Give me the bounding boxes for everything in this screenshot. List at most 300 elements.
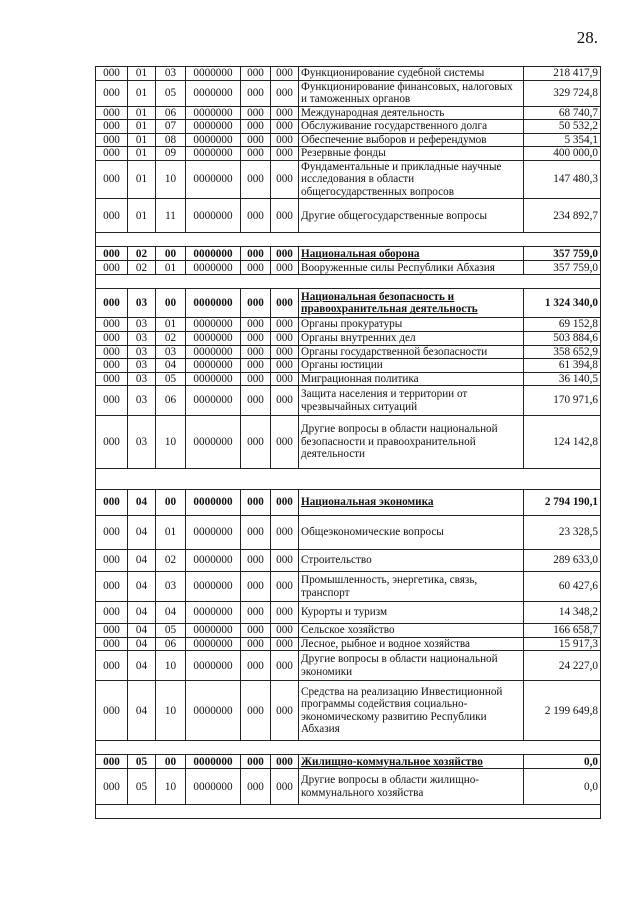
code-target: 0000000 bbox=[186, 199, 241, 233]
code-article: 000 bbox=[271, 133, 299, 147]
code-subsection: 06 bbox=[156, 106, 186, 120]
item-name bbox=[299, 516, 524, 550]
item-name-text: Органы внутренних дел bbox=[301, 332, 416, 345]
code-subsection: 10 bbox=[156, 160, 186, 199]
code-section: 03 bbox=[128, 372, 156, 386]
code-gov: 000 bbox=[96, 490, 128, 516]
spacer-cell bbox=[96, 741, 601, 755]
code-type: 000 bbox=[241, 147, 271, 161]
item-amount: 69 152,8 bbox=[524, 318, 601, 332]
code-type: 000 bbox=[241, 359, 271, 373]
code-gov: 000 bbox=[96, 681, 128, 741]
item-name bbox=[299, 345, 524, 359]
code-section: 04 bbox=[128, 516, 156, 550]
table-row bbox=[96, 160, 601, 199]
item-name-text: Вооруженные силы Республики Абхазия bbox=[301, 261, 495, 274]
code-type: 000 bbox=[241, 516, 271, 550]
item-name-text: Защита населения и территории от чрезвычайных ситуаций bbox=[301, 388, 468, 413]
code-subsection: 10 bbox=[156, 416, 186, 469]
item-amount: 61 394,8 bbox=[524, 359, 601, 373]
item-amount: 329 724,8 bbox=[524, 80, 601, 106]
code-target: 0000000 bbox=[186, 602, 241, 624]
code-gov: 000 bbox=[96, 332, 128, 346]
table-row bbox=[96, 359, 601, 373]
item-name-text: Миграционная политика bbox=[301, 372, 419, 385]
code-subsection: 05 bbox=[156, 80, 186, 106]
code-type: 000 bbox=[241, 602, 271, 624]
code-article: 000 bbox=[271, 490, 299, 516]
code-type: 000 bbox=[241, 133, 271, 147]
spacer-cell bbox=[96, 805, 601, 819]
code-section: 03 bbox=[128, 318, 156, 332]
code-section: 02 bbox=[128, 261, 156, 275]
code-subsection: 01 bbox=[156, 261, 186, 275]
item-name bbox=[299, 416, 524, 469]
code-subsection: 00 bbox=[156, 247, 186, 261]
item-amount: 358 652,9 bbox=[524, 345, 601, 359]
budget-table bbox=[95, 66, 601, 819]
code-section: 03 bbox=[128, 345, 156, 359]
code-article: 000 bbox=[271, 261, 299, 275]
item-amount: 166 658,7 bbox=[524, 624, 601, 638]
spacer-row bbox=[96, 275, 601, 289]
section-row bbox=[96, 247, 601, 261]
code-gov: 000 bbox=[96, 247, 128, 261]
item-name bbox=[299, 637, 524, 651]
code-section: 01 bbox=[128, 133, 156, 147]
table-row bbox=[96, 572, 601, 602]
item-name-text: Резервные фонды bbox=[301, 147, 386, 160]
item-name bbox=[299, 386, 524, 416]
table-row bbox=[96, 199, 601, 233]
item-name bbox=[299, 199, 524, 233]
spacer-row bbox=[96, 233, 601, 247]
code-type: 000 bbox=[241, 755, 271, 769]
spacer-row bbox=[96, 741, 601, 755]
code-target: 0000000 bbox=[186, 637, 241, 651]
code-subsection: 04 bbox=[156, 602, 186, 624]
code-section: 04 bbox=[128, 637, 156, 651]
code-type: 000 bbox=[241, 318, 271, 332]
item-amount: 36 140,5 bbox=[524, 372, 601, 386]
item-name bbox=[299, 247, 524, 261]
item-name-text: Лесное, рыбное и водное хозяйства bbox=[301, 637, 470, 650]
code-type: 000 bbox=[241, 769, 271, 805]
item-name-text: Сельское хозяйство bbox=[301, 624, 395, 637]
table-row bbox=[96, 550, 601, 572]
code-target: 0000000 bbox=[186, 67, 241, 81]
code-article: 000 bbox=[271, 637, 299, 651]
code-gov: 000 bbox=[96, 372, 128, 386]
table-row bbox=[96, 261, 601, 275]
code-section: 05 bbox=[128, 769, 156, 805]
code-article: 000 bbox=[271, 416, 299, 469]
item-amount: 50 532,2 bbox=[524, 120, 601, 134]
table-row bbox=[96, 106, 601, 120]
table-row bbox=[96, 681, 601, 741]
item-name-text: Национальная безопасность и правоохранительная деятельность bbox=[301, 290, 478, 316]
code-type: 000 bbox=[241, 651, 271, 681]
code-type: 000 bbox=[241, 247, 271, 261]
item-name bbox=[299, 651, 524, 681]
item-amount: 24 227,0 bbox=[524, 651, 601, 681]
item-name bbox=[299, 80, 524, 106]
item-name-text: Промышленность, энергетика, связь, транспорт bbox=[301, 574, 478, 599]
code-target: 0000000 bbox=[186, 247, 241, 261]
item-amount: 14 348,2 bbox=[524, 602, 601, 624]
item-amount: 0,0 bbox=[524, 755, 601, 769]
code-section: 01 bbox=[128, 199, 156, 233]
code-type: 000 bbox=[241, 261, 271, 275]
code-article: 000 bbox=[271, 755, 299, 769]
item-name-text: Органы прокуратуры bbox=[301, 318, 403, 331]
code-section: 01 bbox=[128, 67, 156, 81]
section-row bbox=[96, 755, 601, 769]
item-name-text: Курорты и туризм bbox=[301, 606, 388, 619]
item-name bbox=[299, 261, 524, 275]
table-row bbox=[96, 386, 601, 416]
code-section: 05 bbox=[128, 755, 156, 769]
code-subsection: 03 bbox=[156, 572, 186, 602]
item-name-text: Средства на реализацию Инвестиционной программы содействия социально-экономическому развитию Республики Абхазия bbox=[301, 685, 503, 736]
code-article: 000 bbox=[271, 769, 299, 805]
item-amount: 1 324 340,0 bbox=[524, 289, 601, 318]
item-name bbox=[299, 550, 524, 572]
code-target: 0000000 bbox=[186, 386, 241, 416]
item-name-text: Другие вопросы в области жилищно-коммунального хозяйства bbox=[301, 774, 480, 799]
code-target: 0000000 bbox=[186, 133, 241, 147]
code-article: 000 bbox=[271, 247, 299, 261]
item-name bbox=[299, 572, 524, 602]
item-amount: 357 759,0 bbox=[524, 261, 601, 275]
code-article: 000 bbox=[271, 359, 299, 373]
code-subsection: 10 bbox=[156, 769, 186, 805]
code-gov: 000 bbox=[96, 651, 128, 681]
code-article: 000 bbox=[271, 651, 299, 681]
code-article: 000 bbox=[271, 67, 299, 81]
table-row bbox=[96, 345, 601, 359]
code-type: 000 bbox=[241, 372, 271, 386]
code-subsection: 08 bbox=[156, 133, 186, 147]
table-row bbox=[96, 147, 601, 161]
code-gov: 000 bbox=[96, 516, 128, 550]
code-target: 0000000 bbox=[186, 490, 241, 516]
table-row bbox=[96, 67, 601, 81]
code-article: 000 bbox=[271, 602, 299, 624]
code-type: 000 bbox=[241, 490, 271, 516]
code-article: 000 bbox=[271, 372, 299, 386]
code-gov: 000 bbox=[96, 572, 128, 602]
code-section: 03 bbox=[128, 332, 156, 346]
item-name bbox=[299, 67, 524, 81]
code-target: 0000000 bbox=[186, 160, 241, 199]
item-amount: 124 142,8 bbox=[524, 416, 601, 469]
item-name-text: Обслуживание государственного долга bbox=[301, 120, 488, 133]
item-amount: 5 354,1 bbox=[524, 133, 601, 147]
table-row bbox=[96, 602, 601, 624]
item-amount: 218 417,9 bbox=[524, 67, 601, 81]
code-type: 000 bbox=[241, 120, 271, 134]
code-gov: 000 bbox=[96, 386, 128, 416]
code-article: 000 bbox=[271, 120, 299, 134]
code-subsection: 03 bbox=[156, 345, 186, 359]
code-type: 000 bbox=[241, 572, 271, 602]
item-name bbox=[299, 681, 524, 741]
spacer-row bbox=[96, 469, 601, 490]
code-target: 0000000 bbox=[186, 681, 241, 741]
item-name-text: Национальная экономика bbox=[301, 496, 434, 509]
code-subsection: 01 bbox=[156, 516, 186, 550]
code-section: 04 bbox=[128, 651, 156, 681]
item-amount: 2 794 190,1 bbox=[524, 490, 601, 516]
item-name-text: Функционирование финансовых, налоговых и таможенных органов bbox=[301, 80, 513, 106]
item-name bbox=[299, 490, 524, 516]
code-subsection: 02 bbox=[156, 550, 186, 572]
code-article: 000 bbox=[271, 681, 299, 741]
code-gov: 000 bbox=[96, 261, 128, 275]
budget-table-body bbox=[96, 67, 601, 819]
spacer-row bbox=[96, 805, 601, 819]
table-row bbox=[96, 637, 601, 651]
code-subsection: 01 bbox=[156, 318, 186, 332]
code-article: 000 bbox=[271, 147, 299, 161]
item-amount: 357 759,0 bbox=[524, 247, 601, 261]
item-name-text: Другие общегосударственные вопросы bbox=[301, 209, 488, 222]
code-subsection: 10 bbox=[156, 651, 186, 681]
code-section: 01 bbox=[128, 160, 156, 199]
table-row bbox=[96, 769, 601, 805]
code-gov: 000 bbox=[96, 120, 128, 134]
code-subsection: 00 bbox=[156, 289, 186, 318]
code-type: 000 bbox=[241, 345, 271, 359]
item-name-text: Другие вопросы в области национальной безопасности и правоохранительной деятельности bbox=[301, 423, 498, 461]
item-name-text: Органы юстиции bbox=[301, 359, 383, 372]
code-subsection: 11 bbox=[156, 199, 186, 233]
code-subsection: 07 bbox=[156, 120, 186, 134]
code-article: 000 bbox=[271, 199, 299, 233]
table-row bbox=[96, 372, 601, 386]
code-type: 000 bbox=[241, 106, 271, 120]
code-gov: 000 bbox=[96, 133, 128, 147]
code-subsection: 05 bbox=[156, 624, 186, 638]
section-row bbox=[96, 490, 601, 516]
item-amount: 503 884,6 bbox=[524, 332, 601, 346]
code-type: 000 bbox=[241, 80, 271, 106]
code-target: 0000000 bbox=[186, 345, 241, 359]
code-gov: 000 bbox=[96, 318, 128, 332]
code-gov: 000 bbox=[96, 80, 128, 106]
code-gov: 000 bbox=[96, 345, 128, 359]
item-name-text: Другие вопросы в области национальной экономики bbox=[301, 653, 498, 678]
item-name-text: Жилищно-коммунальное хозяйство bbox=[301, 755, 483, 768]
item-name-text: Национальная оборона bbox=[301, 247, 420, 260]
code-gov: 000 bbox=[96, 67, 128, 81]
spacer-cell bbox=[96, 233, 601, 247]
code-type: 000 bbox=[241, 160, 271, 199]
code-target: 0000000 bbox=[186, 80, 241, 106]
table-row bbox=[96, 318, 601, 332]
code-type: 000 bbox=[241, 416, 271, 469]
code-type: 000 bbox=[241, 550, 271, 572]
code-subsection: 05 bbox=[156, 372, 186, 386]
code-type: 000 bbox=[241, 289, 271, 318]
code-target: 0000000 bbox=[186, 106, 241, 120]
item-name bbox=[299, 147, 524, 161]
item-name-text: Фундаментальные и прикладные научные исследования в области общегосударственных вопросов bbox=[301, 160, 502, 198]
code-subsection: 06 bbox=[156, 637, 186, 651]
item-name bbox=[299, 332, 524, 346]
item-name-text: Обеспечение выборов и референдумов bbox=[301, 133, 487, 146]
item-name bbox=[299, 133, 524, 147]
item-amount: 0,0 bbox=[524, 769, 601, 805]
code-type: 000 bbox=[241, 386, 271, 416]
item-name-text: Органы государственной безопасности bbox=[301, 345, 488, 358]
code-gov: 000 bbox=[96, 550, 128, 572]
item-amount: 15 917,3 bbox=[524, 637, 601, 651]
spacer-cell bbox=[96, 469, 601, 490]
code-gov: 000 bbox=[96, 106, 128, 120]
table-row bbox=[96, 416, 601, 469]
code-section: 04 bbox=[128, 572, 156, 602]
code-type: 000 bbox=[241, 332, 271, 346]
code-subsection: 10 bbox=[156, 681, 186, 741]
code-target: 0000000 bbox=[186, 372, 241, 386]
item-name bbox=[299, 602, 524, 624]
code-article: 000 bbox=[271, 516, 299, 550]
code-section: 04 bbox=[128, 624, 156, 638]
item-name-text: Строительство bbox=[301, 554, 372, 567]
code-subsection: 04 bbox=[156, 359, 186, 373]
code-target: 0000000 bbox=[186, 261, 241, 275]
code-subsection: 00 bbox=[156, 490, 186, 516]
table-row bbox=[96, 516, 601, 550]
item-amount: 23 328,5 bbox=[524, 516, 601, 550]
code-target: 0000000 bbox=[186, 769, 241, 805]
code-subsection: 00 bbox=[156, 755, 186, 769]
item-name bbox=[299, 160, 524, 199]
code-target: 0000000 bbox=[186, 550, 241, 572]
code-gov: 000 bbox=[96, 199, 128, 233]
code-section: 04 bbox=[128, 490, 156, 516]
section-row bbox=[96, 289, 601, 318]
item-name-text: Общеэкономические вопросы bbox=[301, 526, 444, 539]
code-section: 03 bbox=[128, 386, 156, 416]
item-amount: 68 740,7 bbox=[524, 106, 601, 120]
code-section: 03 bbox=[128, 416, 156, 469]
table-row bbox=[96, 651, 601, 681]
item-name bbox=[299, 624, 524, 638]
item-name bbox=[299, 289, 524, 318]
code-gov: 000 bbox=[96, 755, 128, 769]
code-gov: 000 bbox=[96, 624, 128, 638]
item-amount: 2 199 649,8 bbox=[524, 681, 601, 741]
code-section: 04 bbox=[128, 602, 156, 624]
code-type: 000 bbox=[241, 637, 271, 651]
code-target: 0000000 bbox=[186, 624, 241, 638]
item-name bbox=[299, 372, 524, 386]
code-article: 000 bbox=[271, 80, 299, 106]
code-section: 04 bbox=[128, 550, 156, 572]
item-name bbox=[299, 769, 524, 805]
code-section: 03 bbox=[128, 289, 156, 318]
code-article: 000 bbox=[271, 624, 299, 638]
code-target: 0000000 bbox=[186, 416, 241, 469]
code-target: 0000000 bbox=[186, 516, 241, 550]
code-article: 000 bbox=[271, 386, 299, 416]
code-target: 0000000 bbox=[186, 651, 241, 681]
code-article: 000 bbox=[271, 289, 299, 318]
code-target: 0000000 bbox=[186, 120, 241, 134]
code-target: 0000000 bbox=[186, 289, 241, 318]
code-target: 0000000 bbox=[186, 359, 241, 373]
code-gov: 000 bbox=[96, 416, 128, 469]
spacer-cell bbox=[96, 275, 601, 289]
code-target: 0000000 bbox=[186, 332, 241, 346]
code-section: 01 bbox=[128, 80, 156, 106]
code-type: 000 bbox=[241, 681, 271, 741]
item-name-text: Функционирование судебной системы bbox=[301, 67, 485, 79]
table-row bbox=[96, 80, 601, 106]
code-article: 000 bbox=[271, 160, 299, 199]
code-section: 04 bbox=[128, 681, 156, 741]
item-name-text: Международная деятельность bbox=[301, 106, 445, 119]
code-target: 0000000 bbox=[186, 572, 241, 602]
code-section: 02 bbox=[128, 247, 156, 261]
item-amount: 60 427,6 bbox=[524, 572, 601, 602]
item-name bbox=[299, 359, 524, 373]
code-section: 01 bbox=[128, 106, 156, 120]
code-target: 0000000 bbox=[186, 318, 241, 332]
code-gov: 000 bbox=[96, 602, 128, 624]
item-amount: 147 480,3 bbox=[524, 160, 601, 199]
code-gov: 000 bbox=[96, 160, 128, 199]
code-gov: 000 bbox=[96, 289, 128, 318]
code-subsection: 09 bbox=[156, 147, 186, 161]
table-row bbox=[96, 624, 601, 638]
code-section: 01 bbox=[128, 120, 156, 134]
code-section: 03 bbox=[128, 359, 156, 373]
code-article: 000 bbox=[271, 332, 299, 346]
code-gov: 000 bbox=[96, 147, 128, 161]
item-amount: 400 000,0 bbox=[524, 147, 601, 161]
code-article: 000 bbox=[271, 550, 299, 572]
code-type: 000 bbox=[241, 624, 271, 638]
item-amount: 234 892,7 bbox=[524, 199, 601, 233]
code-article: 000 bbox=[271, 318, 299, 332]
item-name bbox=[299, 106, 524, 120]
table-row bbox=[96, 332, 601, 346]
code-gov: 000 bbox=[96, 769, 128, 805]
item-name bbox=[299, 318, 524, 332]
code-target: 0000000 bbox=[186, 147, 241, 161]
code-gov: 000 bbox=[96, 637, 128, 651]
code-article: 000 bbox=[271, 345, 299, 359]
item-amount: 170 971,6 bbox=[524, 386, 601, 416]
table-row bbox=[96, 120, 601, 134]
code-section: 01 bbox=[128, 147, 156, 161]
code-type: 000 bbox=[241, 199, 271, 233]
table-row bbox=[96, 133, 601, 147]
code-subsection: 02 bbox=[156, 332, 186, 346]
code-target: 0000000 bbox=[186, 755, 241, 769]
code-subsection: 06 bbox=[156, 386, 186, 416]
code-gov: 000 bbox=[96, 359, 128, 373]
code-article: 000 bbox=[271, 106, 299, 120]
code-article: 000 bbox=[271, 572, 299, 602]
item-name bbox=[299, 755, 524, 769]
page-number: 28. bbox=[576, 28, 598, 47]
item-name bbox=[299, 120, 524, 134]
